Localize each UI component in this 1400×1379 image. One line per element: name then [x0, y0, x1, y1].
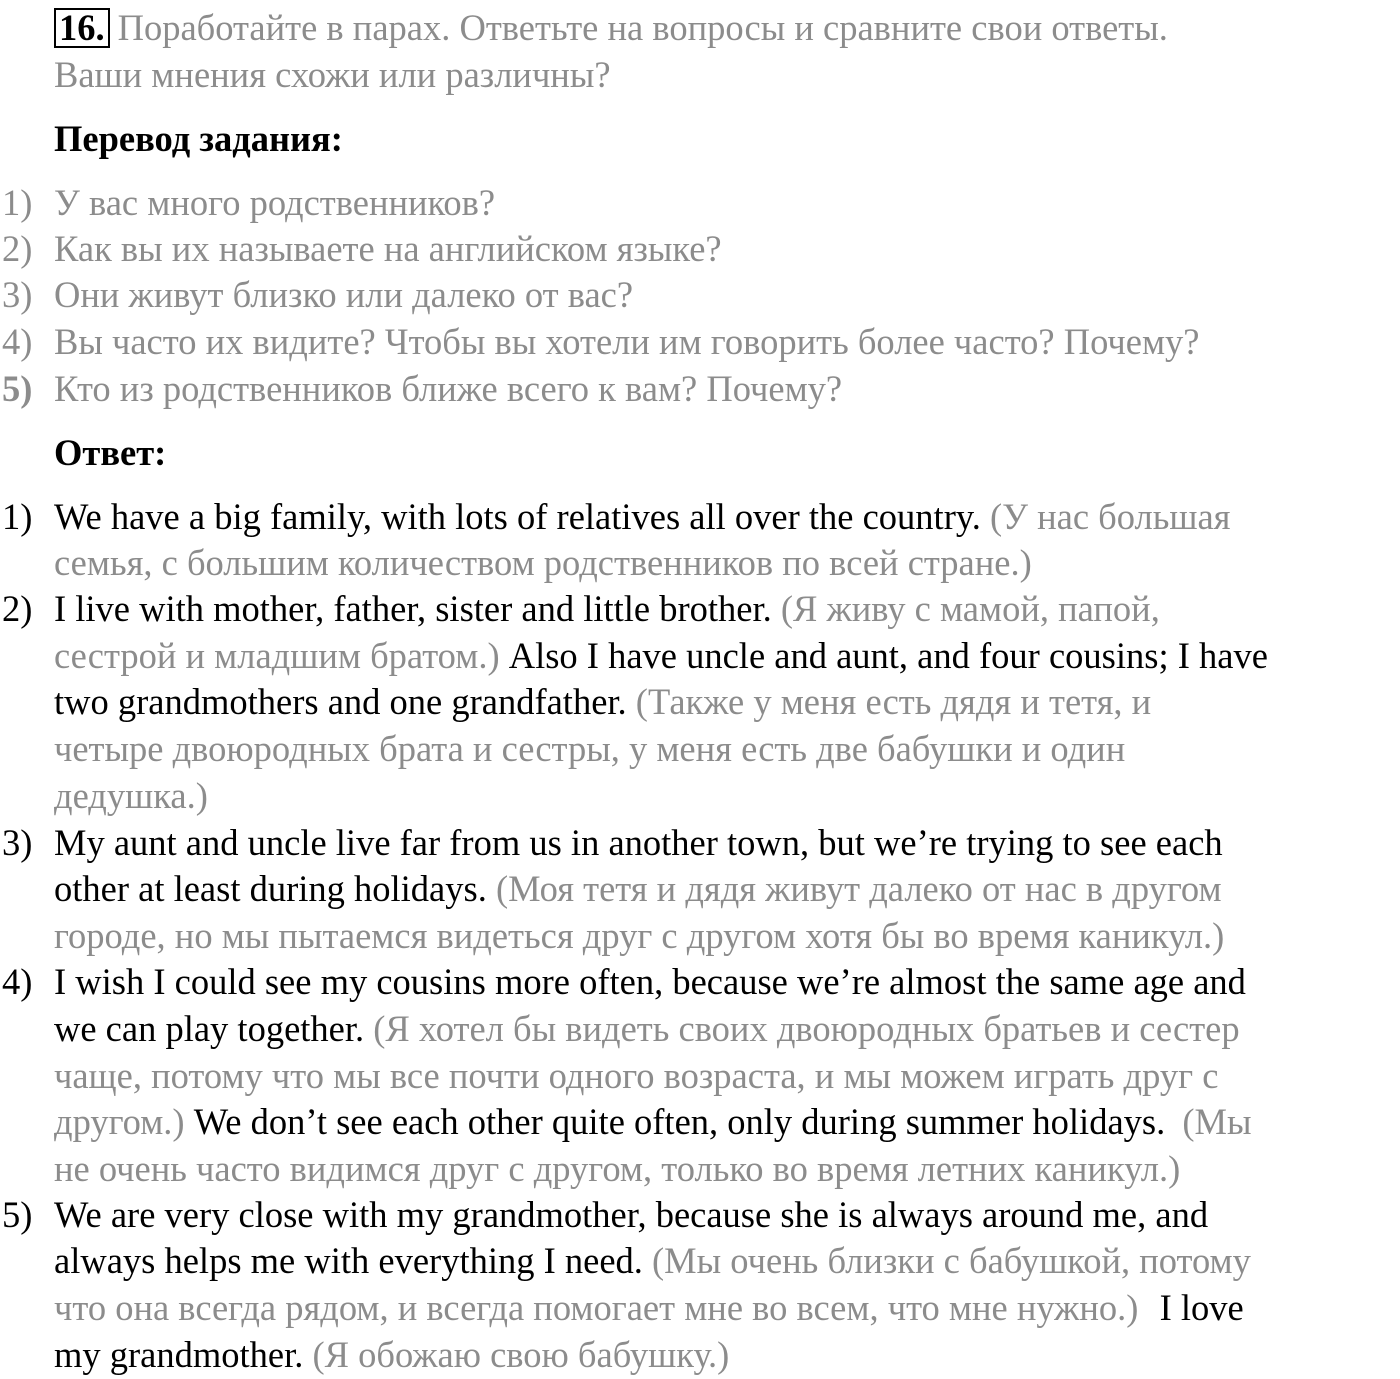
answer-russian: (У нас большая: [989, 496, 1231, 537]
answer-5-line-2: [54, 1238, 1251, 1285]
answer-english: my grandmother.: [54, 1334, 304, 1375]
answer-russian: сестрой и младшим братом.): [54, 635, 500, 676]
answer-1-line-2: семья, с большим количеством родственников по всей стране.): [54, 542, 1032, 583]
answer-4-line-2: [54, 1006, 1240, 1053]
answer-russian: (Я хотел бы видеть своих двоюродных братьев и сестер: [373, 1008, 1240, 1049]
answer-2-line-1: [54, 586, 1160, 633]
task-line-1: [54, 5, 1168, 52]
answer-2-line-3: [54, 679, 1151, 726]
answer-english: I live with mother, father, sister and little brother.: [54, 588, 772, 629]
answer-number: 5): [2, 1194, 33, 1235]
answer-1-line-1: [54, 494, 1230, 541]
answer-russian: (Моя тетя и дядя живут далеко от нас в другом: [495, 868, 1222, 909]
answer-4-line-3: чаще, потому что мы все почти одного возраста, и мы можем играть друг с: [54, 1055, 1219, 1096]
answer-4-line-4: [54, 1099, 1252, 1146]
question-number: 2): [2, 228, 33, 269]
answer-2-line-5: дедушка.): [54, 775, 208, 816]
answer-russian: (Также у меня есть дядя и тетя, и: [635, 681, 1152, 722]
answer-number: 1): [2, 496, 33, 537]
answer-english: Also I have uncle and aunt, and four cousins; I have: [508, 635, 1268, 676]
answer-russian: (Мы очень близки с бабушкой, потому: [652, 1240, 1251, 1281]
task-line-2: Ваши мнения схожи или различны?: [54, 54, 611, 95]
answer-english: we can play together.: [54, 1008, 365, 1049]
answer-3-line-3: городе, но мы пытаемся видеться друг с другом хотя бы во время каникул.): [54, 915, 1225, 956]
answer-3-line-2: [54, 866, 1222, 913]
answer-russian: что она всегда рядом, и всегда помогает мне во всем, что мне нужно.): [54, 1287, 1139, 1328]
answer-number: 4): [2, 961, 33, 1002]
task-text-1: Поработайте в парах. Ответьте на вопросы и сравните свои ответы.: [117, 7, 1168, 48]
answer-russian: (Я обожаю свою бабушку.): [312, 1334, 730, 1375]
answer-5-line-1: We are very close with my grandmother, because she is always around me, and: [54, 1194, 1209, 1235]
answer-english: always helps me with everything I need.: [54, 1240, 643, 1281]
answer-russian: (Я живу с мамой, папой,: [780, 588, 1160, 629]
answer-russian: (Мы: [1182, 1101, 1252, 1142]
question-text: Вы часто их видите? Чтобы вы хотели им говорить более часто? Почему?: [54, 321, 1200, 362]
answer-3-line-1: My aunt and uncle live far from us in another town, but we’re trying to see each: [54, 822, 1223, 863]
answer-4-line-5: не очень часто видимся друг с другом, только во время летних каникул.): [54, 1148, 1181, 1189]
answer-english: We don’t see each other quite often, only during summer holidays.: [193, 1101, 1166, 1142]
answer-4-line-1: I wish I could see my cousins more often, because we’re almost the same age and: [54, 961, 1246, 1002]
question-number: 1): [2, 182, 33, 223]
answer-5-line-3: [54, 1285, 1244, 1332]
answer-heading: Ответ:: [54, 432, 167, 473]
question-text: У вас много родственников?: [54, 182, 496, 223]
answer-number: 2): [2, 588, 33, 629]
answer-english: other at least during holidays.: [54, 868, 487, 909]
answer-2-line-4: четыре двоюродных брата и сестры, у меня есть две бабушки и один: [54, 728, 1126, 769]
translation-heading: Перевод задания:: [54, 118, 343, 159]
answer-5-line-4: [54, 1332, 729, 1379]
question-text: Как вы их называете на английском языке?: [54, 228, 722, 269]
answer-english: We have a big family, with lots of relatives all over the country.: [54, 496, 981, 537]
task-number: 16.: [54, 8, 110, 48]
question-number: 3): [2, 274, 33, 315]
answer-english: I love: [1159, 1287, 1244, 1328]
answer-english: two grandmothers and one grandfather.: [54, 681, 627, 722]
answer-2-line-2: [54, 633, 1268, 680]
question-text: Они живут близко или далеко от вас?: [54, 274, 634, 315]
question-text: Кто из родственников ближе всего к вам? Почему?: [54, 368, 843, 409]
question-number: 5): [2, 368, 33, 409]
question-number: 4): [2, 321, 33, 362]
answer-number: 3): [2, 822, 33, 863]
answer-russian: другом.): [54, 1101, 185, 1142]
